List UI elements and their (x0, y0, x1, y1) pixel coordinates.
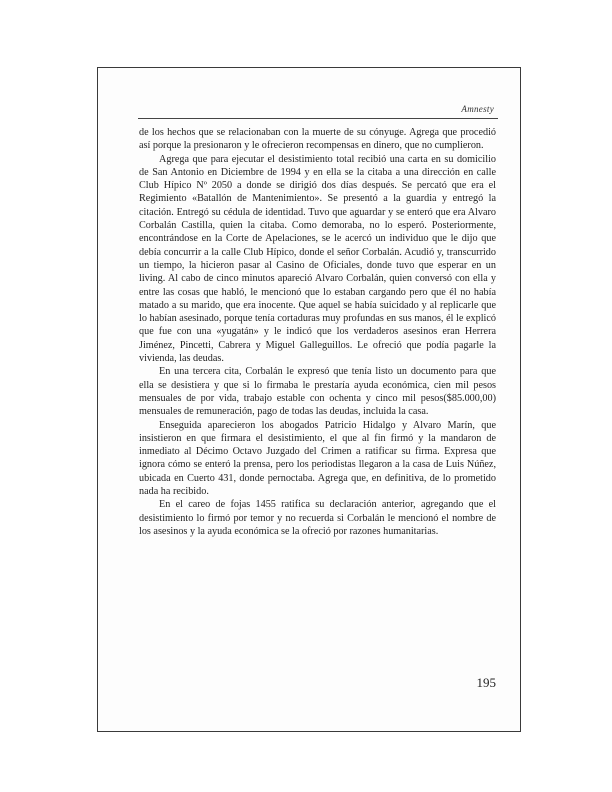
paragraph: En una tercera cita, Corbalán le expresó que tenía listo un documento para que ella se desistiera y que si lo firmaba le prestaría ayuda económica, cien mil pesos mensuales de por vida, trabajo estable con ochenta y cinco mil pesos($85.000,00) mensuales de remuneración, pago de todas las deudas, incluida la casa. (139, 366, 496, 418)
header-rule (138, 118, 498, 119)
page-number: 195 (476, 675, 496, 690)
paragraph: Enseguida aparecieron los abogados Patricio Hidalgo y Alvaro Marín, que insistieron en que firmara el desistimiento, el que al fin firmó y la mandaron de inmediato al Décimo Octavo Juzgado del Crimen a ratificar su firma. Expresa que ignora cómo se enteró la prensa, pero los periodistas llegaron a la casa de Luis Núñez, ubicada en Cuerto 431, donde pernoctaba. Agrega que, en definitiva, de lo prometido nada ha recibido. (139, 419, 496, 498)
paragraph: Agrega que para ejecutar el desistimiento total recibió una carta en su domicilio de San Antonio en Diciembre de 1994 y en ella se la citaba a una dirección en calle Club Hípico Nº 2050 a donde se dirigió dos días después. Se percató que era el Regimiento «Batallón de Mantenimiento». Se presentó a la guardia y entregó la citación. Entregó su cédula de identidad. Tuvo que aguardar y se enteró que era Alvaro Corbalán Castilla, quien la citaba. Como demoraba, no lo esperó. Posteriormente, encontrándose en la Corte de Apelaciones, se le acercó un individuo que le dijo que debía concurrir a la calle Club Hípico, donde el señor Corbalán. Acudió y, transcurrido un tiempo, la hicieron pasar al Casino de Oficiales, donde tuvo que esperar en un living. Al cabo de cinco minutos apareció Alvaro Corbalán, quien conversó con ella y entre las cosas que habló, le mencionó que lo estaban cargando pero que él no había matado a su marido, que era inocente. Que aquel se había suicidado y al replicarle que lo habían asesinado, porque tenía cortaduras muy profundas en sus manos, él le explicó que fue con una «yugatán» y le indicó que los verdaderos asesinos eran Herrera Jiménez, Pincetti, Cabrera y Miguel Galleguillos. Le ofreció que podía pagarle la vivienda, las deudas. (139, 153, 496, 365)
book-page (97, 67, 521, 732)
body-text (139, 126, 496, 538)
running-head: Amnesty (461, 104, 494, 114)
paragraph: de los hechos que se relacionaban con la muerte de su cónyuge. Agrega que procedió así porque la presionaron y le ofrecieron recompensas en dinero, que no cumplieron. (139, 127, 496, 152)
paragraph: En el careo de fojas 1455 ratifica su declaración anterior, agregando que el desistimiento lo firmó por temor y no recuerda si Corbalán le mencionó el nombre de los asesinos y la ayuda económica se la ofreció por razones humanitarias. (139, 499, 496, 537)
